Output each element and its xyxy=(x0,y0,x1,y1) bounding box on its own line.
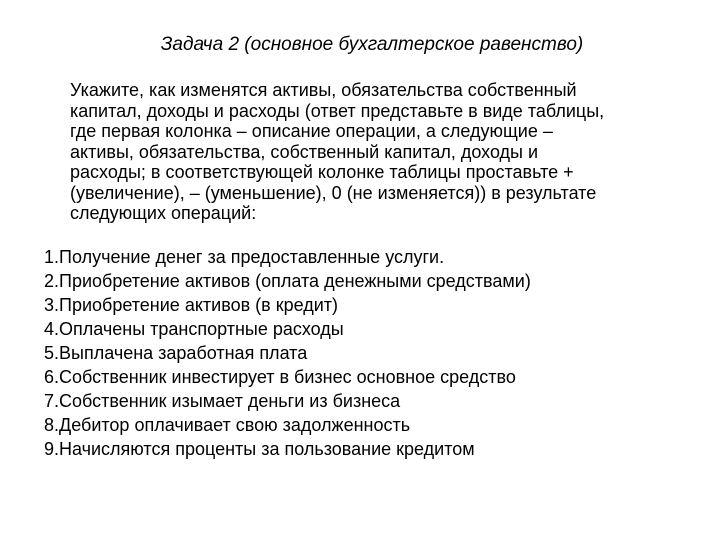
instruction-line: расходы; в соответствующей колонке таблицы проставьте + xyxy=(70,162,574,182)
instruction-line: (увеличение), – (уменьшение), 0 (не изменяется)) в результате xyxy=(70,182,597,203)
operation-item: 1.Получение денег за предоставленные услуги. xyxy=(44,247,445,267)
instruction-line: Укажите, как изменятся активы, обязательства собственный xyxy=(70,80,577,100)
instruction-line: где первая колонка – описание операции, а следующие – xyxy=(70,121,553,141)
instruction-line: следующих операций: xyxy=(70,203,257,223)
operation-item: 6.Собственник инвестирует в бизнес основное средство xyxy=(44,367,516,387)
operation-item: 4.Оплачены транспортные расходы xyxy=(44,319,344,339)
instruction-line: активы, обязательства, собственный капитал, доходы и xyxy=(70,141,539,162)
operation-item: 5.Выплачена заработная плата xyxy=(44,343,308,363)
instruction-line: капитал, доходы и расходы (ответ представьте в виде таблицы, xyxy=(70,100,605,121)
operation-item: 7.Собственник изымает деньги из бизнеса xyxy=(44,391,401,411)
operation-item: 8.Дебитор оплачивает свою задолженность xyxy=(44,415,411,435)
operation-item: 9.Начисляются проценты за пользование кредитом xyxy=(44,439,475,459)
operations-list xyxy=(44,245,704,461)
operation-item: 3.Приобретение активов (в кредит) xyxy=(44,295,338,315)
operation-item: 2.Приобретение активов (оплата денежными средствами) xyxy=(44,271,531,291)
task-title: Задача 2 (основное бухгалтерское равенство) xyxy=(160,34,584,55)
task-instructions xyxy=(70,80,710,224)
